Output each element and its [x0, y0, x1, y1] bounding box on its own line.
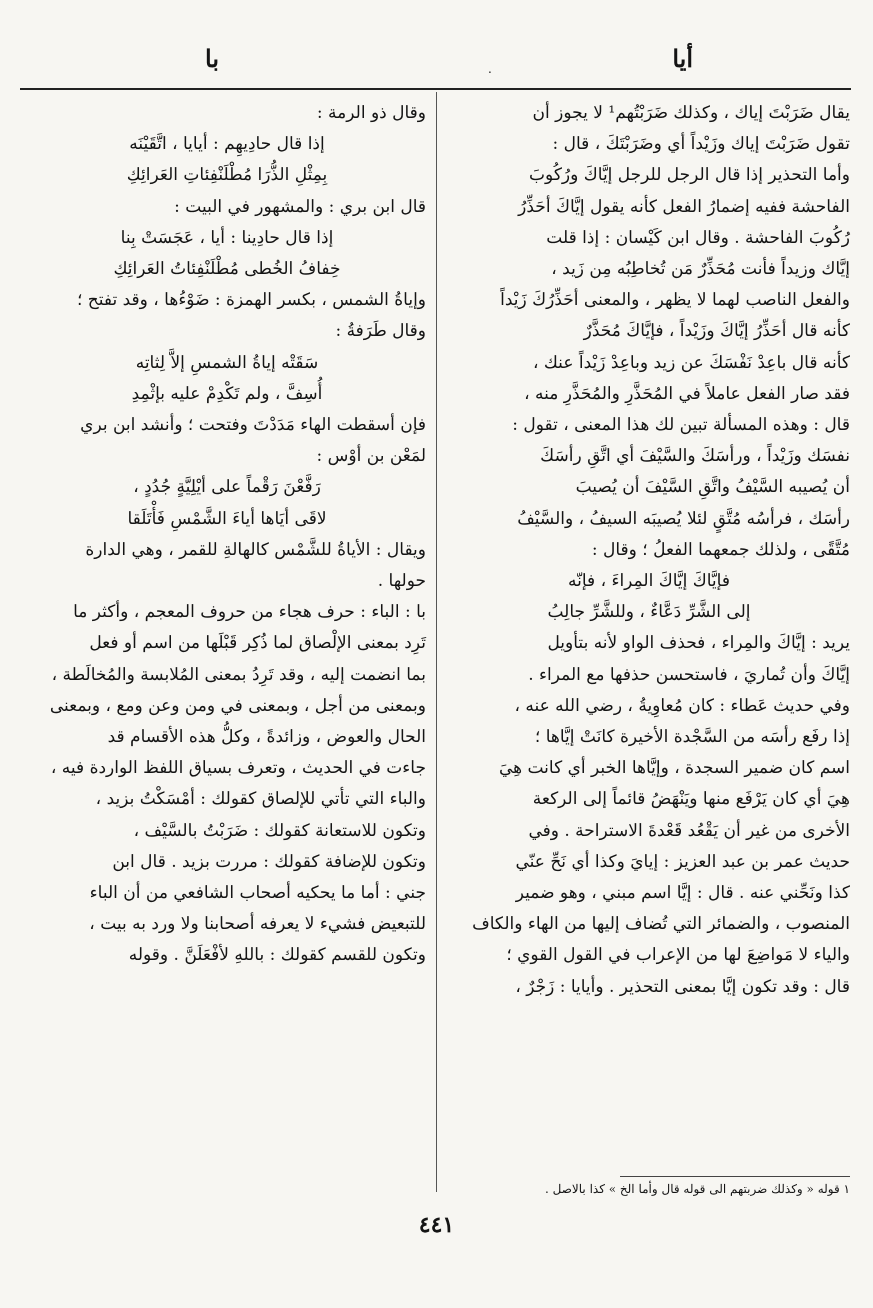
text-line: رُكُوبَ الفاحشة . وقال ابن كَيْسان : إذا قلت: [546, 227, 850, 248]
text-line: وقال ذو الرمة :: [316, 103, 426, 123]
text-line: أن يُصيبه السَّيْفُ واتَّقِ السَّيْفَ أن يُصيبَ: [575, 477, 850, 498]
header-rule: [20, 88, 851, 90]
verse-line: لاقَى أيَاها أياءَ الشَّمْسِ فَأْتَلَقا: [127, 508, 327, 529]
text-line: يريد : إيَّاكَ والمِراء ، فحذف الواو لأنه بتأويل: [547, 633, 850, 654]
text-line: حولها .: [377, 571, 426, 592]
text-line: إذا رفَع رأسَه من السَّجْدة الأخيرة كانَتْ إيَّاها ؛: [534, 727, 850, 748]
text-line: رأسَك ، فرأسُه مُتَّقٍ لئلا يُصيبَه السيفُ ، والسَّيْفُ: [517, 508, 850, 529]
footnote: ١ قوله « وكذلك ضربتهم الى قوله قال وأما الخ » كذا بالاصل .: [545, 1182, 850, 1196]
text-line: وفي حديث عَطاء : كان مُعاوِيةُ ، رضي الله عنه ،: [514, 695, 850, 716]
text-line: للتبعيض فشيء لا يعرفه أصحابنا ولا ورد به بيت ،: [89, 914, 426, 935]
text-line: لمَعْن بن أوْس :: [316, 446, 426, 467]
left-column: [28, 98, 426, 972]
text-line: ويقال : الأياةُ للشَّمْس كالهالةِ للقمر ، وهي الدارة: [85, 539, 426, 560]
text-line: إيَّاك وزيداً فأنت مُحَذِّرٌ مَن تُخاطِبُه مِن زَيد ،: [551, 259, 850, 280]
text-line: وقال طَرَفةُ :: [335, 321, 426, 342]
text-line: فقد صار الفعل عاملاً في المُحَذَّرِ والمُحَذَّرِ منه ،: [524, 383, 850, 404]
text-line: الأخرى من غير أن يَقْعُد قَعْدةَ الاستراحة . وفي: [528, 820, 850, 841]
text-line: حديث عمر بن عبد العزيز : إيايَ وكذا أي نَحِّ عنّي: [515, 851, 850, 872]
text-line: وتكون للإضافة كقولك : مررت بزيد . قال ابن: [112, 851, 426, 872]
page-number: ٤٤١: [418, 1212, 455, 1238]
text-line: كأنه قال أحَذِّرُ إيَّاكَ وزَيْداً ، فإيَّاكَ مُحَذَّرٌ: [583, 321, 850, 342]
text-line: والباء التي تأتي للإلصاق كقولك : أمْسَكْتُ بزيد ،: [95, 789, 426, 810]
text-line: مُتَّقًى ، ولذلك جمعهما الفعلُ ؛ وقال :: [591, 539, 850, 560]
text-line: كأنه قال باعِدْ نَفْسَكَ عن زيد وباعِدْ زَيْداً عنك ،: [532, 352, 850, 373]
text-line: الفاحشة ففيه إضمارُ الفعل كأنه يقول إيَّاكَ أحَذِّرُ: [518, 196, 850, 217]
text-line: نفسَك وزَيْداً ، ورأسَكَ والسَّيْفَ أي اتَّقِ رأسَكَ: [540, 446, 850, 467]
text-line: جاءت في الحديث ، وتعرف بسياق اللفظ الواردة فيه ،: [50, 758, 426, 779]
text-line: المنصوب ، والضمائر التي تُضاف إليها من الهاء والكاف: [472, 914, 850, 935]
text-line: والفعل الناصب لهما لا يظهر ، والمعنى أحَذِّرُكَ زَيْداً: [500, 290, 850, 311]
text-line: هِيَ أي كان يَرْفَع منها ويَنْهَضُ قائماً إلى الركعة: [532, 789, 850, 810]
verse-line: إذا قال حادِينا : أيا ، عَجَسَتْ بِنا: [120, 227, 334, 248]
header-center-mark: .: [488, 62, 492, 76]
text-line: وبمعنى من أجل ، وبمعنى في ومن وعن ومع ، وبمعنى: [49, 695, 426, 716]
text-line: قال : وقد تكون إيَّا بمعنى التحذير . وأيايا : زَجْرٌ ،: [515, 976, 850, 997]
text-line: جني : أما ما يحكيه أصحاب الشافعي من أن الباء: [89, 883, 426, 904]
verse-line: رَفَّعْنَ رَقْماً على أيْلِيَّةٍ جُدُدٍ ،: [133, 477, 321, 498]
verse-line: سَقَتْه إياةُ الشمسِ إلاَّ لِثاتِه: [135, 352, 319, 373]
text-line: وتكون للاستعانة كقولك : ضَرَبْتُ بالسَّيْف ،: [133, 820, 426, 841]
text-line: فإن أسقطت الهاء مَدَدْتَ وفتحت ؛ وأنشد ابن بري: [80, 415, 426, 436]
header-guide-word-right: أيا: [672, 44, 693, 73]
text-line: وتكون للقسم كقولك : باللهِ لأفْعَلَنَّ . وقوله: [128, 945, 426, 966]
text-line: والياء لا مَواضِعَ لها من الإعراب في القول القوي ؛: [506, 945, 850, 966]
text-line: تقول ضَرَبْتَ إياك وزَيْداً أي وضَرَبْتَكَ ، قال :: [552, 134, 850, 155]
right-column: [448, 98, 850, 1003]
verse-line: إذا قال حادِيهِم : أيايا ، اتَّقَيْنَه: [129, 134, 325, 155]
text-line: تَرِد بمعنى الإلْصاق لما ذُكِر قَبْلَها من اسم أو فعل: [89, 633, 426, 654]
text-line: كذا ونَحِّني عنه . قال : إيَّا اسم مبني ، وهو ضمير: [515, 883, 850, 904]
text-line: الحال والعوض ، وزائدةً ، وكلُّ هذه الأقسام قد: [107, 727, 426, 748]
text-line: إيَّاكَ وأن تُماريَ ، فاستحسن حذفها مع المراء .: [528, 664, 850, 685]
verse-line: إلى الشَّرِّ دَعَّاءٌ ، وللشَّرِّ جالِبُ: [547, 602, 751, 623]
entry-line: با : الباء : حرف هجاء من حروف المعجم ، وأكثر ما: [73, 602, 426, 623]
verse-line: أُسِفَّ ، ولم تَكْدِمْ عليه بإثْمِدِ: [131, 383, 323, 404]
text-line: اسم كان ضمير السجدة ، وإيَّاها الخبر أي كانت هِيَ: [498, 758, 850, 779]
verse-line: بِمِثْلِ الذُّرَا مُطْلَنْفِئاتِ العَرائِكِ: [126, 165, 328, 186]
text-line: قال : وهذه المسألة تبين لك هذا المعنى ، تقول :: [512, 415, 850, 436]
verse-line: خِفافُ الخُطى مُطْلَنْفِئاتُ العَرائِكِ: [113, 259, 341, 280]
text-line: وأما التحذير إذا قال الرجل للرجل إيَّاكَ ورُكُوبَ: [529, 165, 850, 186]
text-line: وإياةُ الشمس ، بكسر الهمزة : ضَوْءُها ، وقد تفتح ؛: [76, 290, 426, 311]
text-line: يقال ضَرَبْتَ إياك ، وكذلك ضَرَبْتُهم¹ لا يجوز أن: [532, 103, 850, 123]
column-separator: [436, 92, 437, 1192]
footnote-rule: [620, 1176, 850, 1177]
text-line: بما انضمت إليه ، وقد تَرِدُ بمعنى المُلابسة والمُخالَطة ،: [51, 664, 426, 685]
header-guide-word-left: با: [205, 44, 219, 73]
text-line: قال ابن بري : والمشهور في البيت :: [174, 196, 426, 217]
verse-line: فإيَّاكَ إيَّاكَ المِراءَ ، فإنّه: [568, 571, 730, 592]
